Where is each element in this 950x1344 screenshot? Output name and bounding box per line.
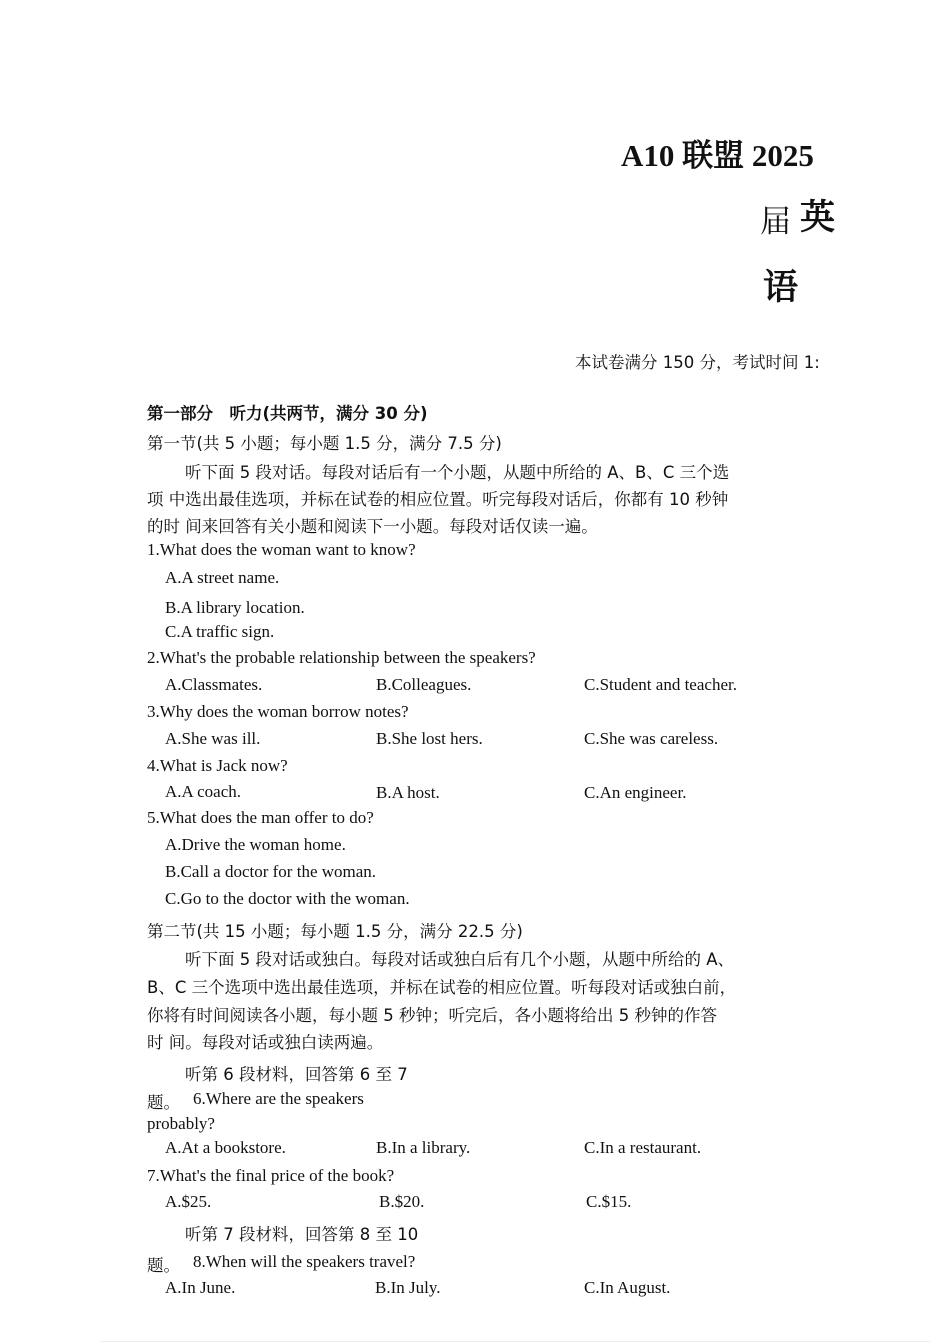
- option-b: B.In July.: [375, 1278, 441, 1297]
- option-c: C.An engineer.: [584, 783, 687, 802]
- section1-instruction-line: 的时 间来回答有关小题和阅读下一小题。每段对话仅读一遍。: [147, 517, 598, 536]
- section2-instruction-line: 你将有时间阅读各小题，每小题 5 秒钟；听完后，各小题将给出 5 秒钟的作答: [147, 1006, 717, 1025]
- question-stem: 4.What is Jack now?: [147, 756, 288, 775]
- option-a: A.A street name.: [165, 568, 280, 587]
- section1-instruction-line: 听下面 5 段对话。每段对话后有一个小题，从题中所给的 A、B、C 三个选: [185, 463, 730, 482]
- option-c: C.Student and teacher.: [584, 675, 737, 694]
- exam-title-yu: 语: [763, 268, 799, 308]
- question-stem: 5.What does the man offer to do?: [147, 808, 374, 827]
- material-6-heading: 听第 6 段材料，回答第 6 至 7: [185, 1065, 408, 1084]
- option-a: A.Drive the woman home.: [165, 835, 346, 854]
- option-b: B.A library location.: [165, 598, 305, 617]
- option-c: C.A traffic sign.: [165, 622, 275, 641]
- option-b: B.$20.: [379, 1192, 425, 1211]
- material-7-heading: 听第 7 段材料，回答第 8 至 10: [185, 1225, 419, 1244]
- question-stem: 6.Where are the speakers: [193, 1089, 364, 1108]
- question-stem-continued: probably?: [147, 1114, 215, 1133]
- option-c: C.She was careless.: [584, 729, 719, 748]
- option-b: B.A host.: [376, 783, 440, 802]
- exam-info: 本试卷满分 150 分，考试时间 1:: [575, 353, 820, 372]
- section2-instruction-line: 听下面 5 段对话或独白。每段对话或独白后有几个小题，从题中所给的 A、: [185, 950, 735, 969]
- section1-instruction-line: 项 中选出最佳选项，并标在试卷的相应位置。听完每段对话后，你都有 10 秒钟: [147, 490, 729, 509]
- question-stem: 8.When will the speakers travel?: [193, 1252, 416, 1271]
- material-6-heading-tail: 题。: [147, 1093, 180, 1112]
- option-a: A.At a bookstore.: [165, 1138, 286, 1157]
- question-stem: 3.Why does the woman borrow notes?: [147, 702, 409, 721]
- option-a: A.$25.: [165, 1192, 212, 1211]
- option-c: C.In August.: [584, 1278, 671, 1297]
- exam-title-ying: 英: [800, 198, 836, 238]
- option-c: C.Go to the doctor with the woman.: [165, 889, 410, 908]
- option-a: A.Classmates.: [165, 675, 263, 694]
- option-b: B.She lost hers.: [376, 729, 483, 748]
- option-b: B.Colleagues.: [376, 675, 472, 694]
- material-7-heading-tail: 题。: [147, 1256, 180, 1275]
- option-c: C.$15.: [586, 1192, 632, 1211]
- option-a: A.In June.: [165, 1278, 236, 1297]
- section2-heading: 第二节(共 15 小题；每小题 1.5 分，满分 22.5 分): [147, 922, 523, 941]
- section2-instruction-line: B、C 三个选项中选出最佳选项，并标在试卷的相应位置。听每段对话或独白前，: [147, 978, 737, 997]
- option-b: B.In a library.: [376, 1138, 471, 1157]
- exam-title-jie: 届: [760, 204, 791, 240]
- question-stem: 1.What does the woman want to know?: [147, 540, 416, 559]
- question-stem: 2.What's the probable relationship between the speakers?: [147, 648, 536, 667]
- option-b: B.Call a doctor for the woman.: [165, 862, 377, 881]
- section1-heading: 第一节(共 5 小题；每小题 1.5 分，满分 7.5 分): [147, 434, 502, 453]
- option-c: C.In a restaurant.: [584, 1138, 702, 1157]
- part1-heading: 第一部分 听力(共两节，满分 30 分): [147, 404, 428, 423]
- option-a: A.She was ill.: [165, 729, 261, 748]
- exam-title-line1: A10 联盟 2025: [621, 138, 814, 173]
- page-bottom-edge: [100, 1341, 930, 1342]
- option-a: A.A coach.: [165, 782, 242, 801]
- question-stem: 7.What's the final price of the book?: [147, 1166, 395, 1185]
- section2-instruction-line: 时 间。每段对话或独白读两遍。: [147, 1033, 384, 1052]
